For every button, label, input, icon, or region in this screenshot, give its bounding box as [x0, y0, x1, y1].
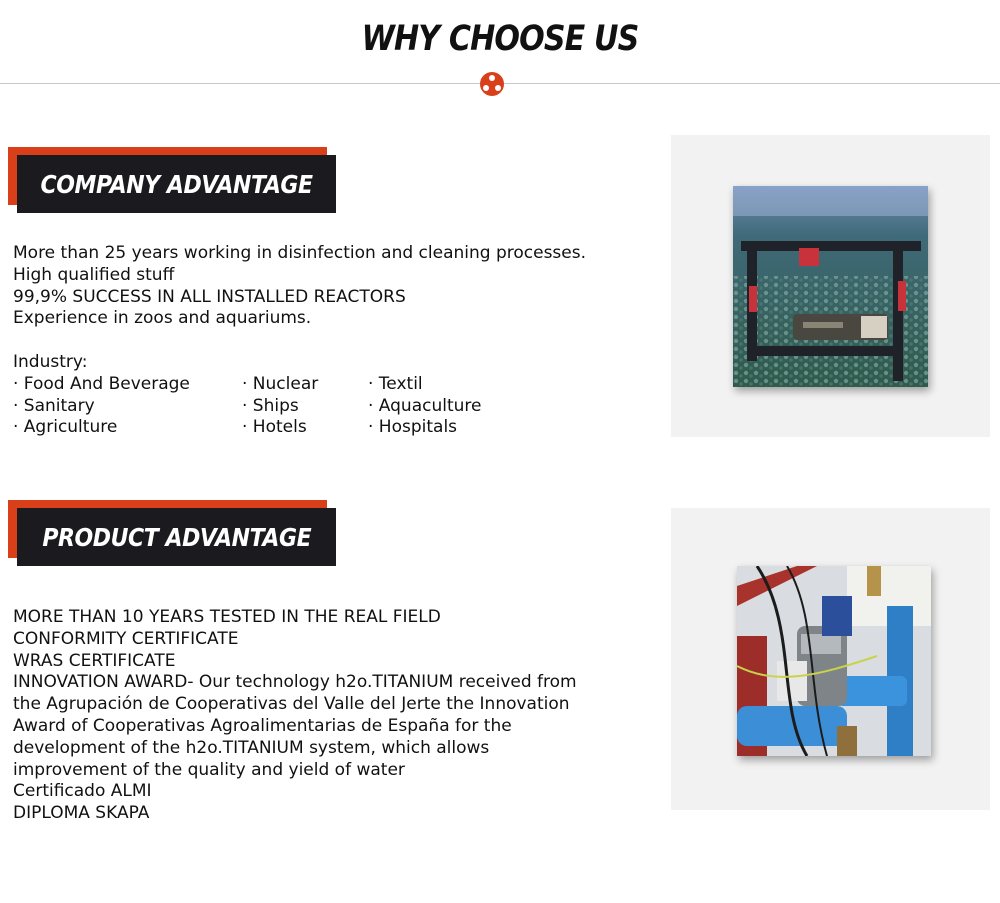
banner-plate: [17, 508, 336, 566]
pipe-reactor-photo: [737, 566, 931, 756]
product-photo-panel: [671, 508, 990, 810]
industry-item: · Ships: [242, 395, 299, 416]
company-advantage-banner: [8, 147, 336, 213]
product-advantage-heading: PRODUCT ADVANTAGE: [42, 522, 311, 552]
industry-item: · Aquaculture: [368, 395, 482, 416]
product-line: development of the h2o.TITANIUM system, which allows: [13, 737, 490, 758]
banner-plate: [17, 155, 336, 213]
industry-item: · Hotels: [242, 417, 307, 438]
company-line: Experience in zoos and aquariums.: [13, 308, 312, 329]
industry-item: · Hospitals: [368, 417, 458, 438]
industry-list: [13, 374, 623, 439]
product-line: Award of Cooperativas Agroalimentarias de España for the: [13, 715, 512, 736]
company-line: 99,9% SUCCESS IN ALL INSTALLED REACTORS: [13, 286, 406, 307]
product-advantage-text: [13, 607, 623, 825]
product-line: DIPLOMA SKAPA: [13, 803, 150, 824]
company-advantage-text: [13, 243, 623, 439]
product-line: WRAS CERTIFICATE: [13, 650, 176, 671]
aquarium-reactor-photo: [733, 186, 928, 387]
ornament-icon: [480, 72, 504, 96]
page-title: WHY CHOOSE US: [361, 19, 639, 59]
product-advantage-banner: [8, 500, 336, 566]
product-line: MORE THAN 10 YEARS TESTED IN THE REAL FIELD: [13, 607, 441, 627]
industry-item: · Food And Beverage: [13, 373, 190, 394]
company-advantage-heading: COMPANY ADVANTAGE: [40, 169, 313, 199]
product-line: Certificado ALMI: [13, 781, 152, 802]
product-line: the Agrupación de Cooperativas del Valle del Jerte the Innovation: [13, 694, 570, 715]
industry-title: Industry:: [13, 351, 88, 372]
company-line: High qualified stuff: [13, 264, 175, 285]
product-line: improvement of the quality and yield of water: [13, 759, 405, 780]
industry-item: · Textil: [368, 373, 423, 394]
company-photo-panel: [671, 135, 990, 437]
industry-item: · Nuclear: [242, 373, 319, 394]
industry-item: · Sanitary: [13, 395, 95, 416]
product-line: CONFORMITY CERTIFICATE: [13, 628, 239, 649]
product-line: INNOVATION AWARD- Our technology h2o.TITANIUM received from: [13, 672, 577, 693]
company-line: More than 25 years working in disinfection and cleaning processes.: [13, 243, 587, 263]
industry-item: · Agriculture: [13, 417, 118, 438]
